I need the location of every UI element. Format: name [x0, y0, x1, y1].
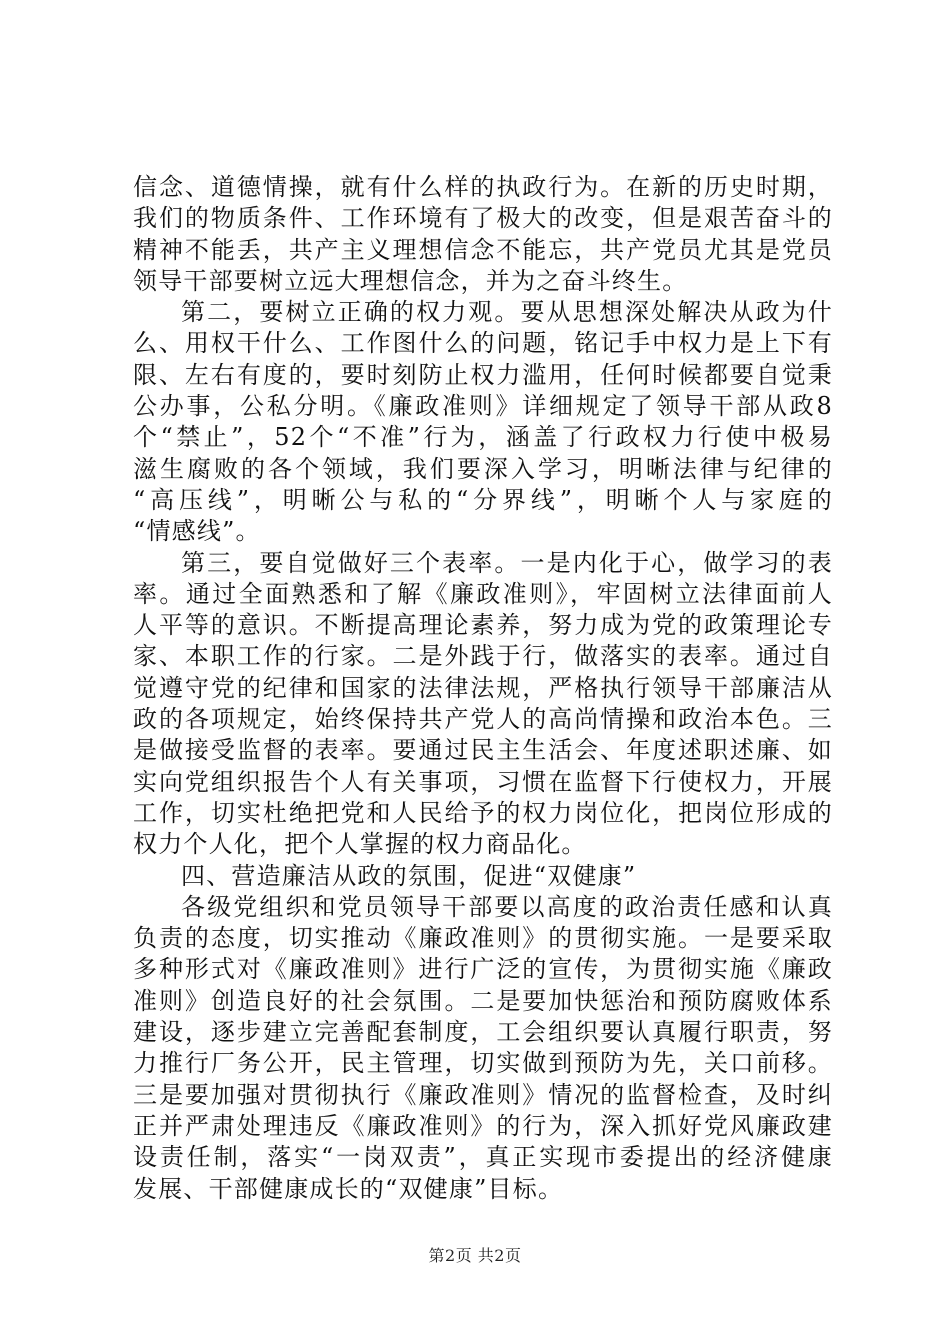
text-line: 力推行厂务公开，民主管理，切实做到预防为先，关口前移。 — [133, 1049, 833, 1078]
text-line: 实向党组织报告个人有关事项，习惯在监督下行使权力，开展 — [133, 767, 833, 796]
section-heading-text: 四、营造廉洁从政的氛围，促进“双健康” — [181, 861, 637, 890]
paragraph-three-exemplars — [133, 548, 833, 861]
text-line: 觉遵守党的纪律和国家的法律法规，严格执行领导干部廉洁从 — [133, 673, 833, 702]
text-line: 发展、干部健康成长的“双健康”目标。 — [133, 1174, 564, 1203]
text-line: 各级党组织和党员领导干部要以高度的政治责任感和认真 — [181, 892, 833, 921]
document-body — [133, 172, 833, 1205]
text-line: 精神不能丢，共产主义理想信念不能忘，共产党员尤其是党员 — [133, 235, 833, 264]
text-line: 政的各项规定，始终保持共产党人的高尚情操和政治本色。三 — [133, 705, 833, 734]
page-footer — [0, 1243, 950, 1266]
text-line: 负责的态度，切实推动《廉政准则》的贯彻实施。一是要采取 — [133, 924, 833, 953]
text-line: 多种形式对《廉政准则》进行广泛的宣传，为贯彻实施《廉政 — [133, 955, 833, 984]
text-line: 建设，逐步建立完善配套制度，工会组织要认真履行职责，努 — [133, 1018, 833, 1047]
text-line: 权力个人化，把个人掌握的权力商品化。 — [133, 830, 587, 859]
text-line: 是做接受监督的表率。要通过民主生活会、年度述职述廉、如 — [133, 736, 833, 765]
text-line: 我们的物质条件、工作环境有了极大的改变，但是艰苦奋斗的 — [133, 204, 833, 233]
text-line: 信念、道德情操，就有什么样的执政行为。在新的历史时期， — [133, 173, 833, 201]
text-line: 工作，切实杜绝把党和人民给予的权力岗位化，把岗位形成的 — [133, 798, 833, 827]
text-line: “高压线”，明晰公与私的“分界线”，明晰个人与家庭的 — [133, 485, 833, 514]
section-heading — [133, 861, 833, 892]
page-number-label: 第2页 共2页 — [428, 1246, 522, 1265]
text-line: 第三，要自觉做好三个表率。一是内化于心，做学习的表 — [181, 548, 833, 577]
text-line: 家、本职工作的行家。二是外践于行，做落实的表率。通过自 — [133, 642, 833, 671]
text-line: 准则》创造良好的社会氛围。二是要加快惩治和预防腐败体系 — [133, 986, 833, 1015]
text-line: 领导干部要树立远大理想信念，并为之奋斗终生。 — [133, 266, 688, 295]
text-line: 正并严肃处理违反《廉政准则》的行为，深入抓好党风廉政建 — [133, 1111, 833, 1140]
text-line: “情感线”。 — [133, 517, 261, 546]
text-line: 公办事，公私分明。《廉政准则》详细规定了领导干部从政8 — [133, 392, 833, 421]
text-line: 滋生腐败的各个领域，我们要深入学习，明晰法律与纪律的 — [133, 454, 833, 483]
text-line: 么、用权干什么、工作图什么的问题，铭记手中权力是上下有 — [133, 329, 833, 358]
text-line: 个“禁止”，52个“不准”行为，涵盖了行政权力行使中极易 — [133, 423, 833, 452]
text-line: 第二，要树立正确的权力观。要从思想深处解决从政为什 — [181, 298, 833, 327]
paragraph-atmosphere — [133, 892, 833, 1205]
text-line: 率。通过全面熟悉和了解《廉政准则》，牢固树立法律面前人 — [133, 579, 833, 608]
text-line: 三是要加强对贯彻执行《廉政准则》情况的监督检查，及时纠 — [133, 1080, 833, 1109]
text-line: 人平等的意识。不断提高理论素养，努力成为党的政策理论专 — [133, 611, 833, 640]
paragraph-continuation — [133, 172, 833, 297]
text-line: 限、左右有度的，要时刻防止权力滥用，任何时候都要自觉秉 — [133, 360, 833, 389]
paragraph-power-view — [133, 297, 833, 547]
text-line: 设责任制，落实“一岗双责”，真正实现市委提出的经济健康 — [133, 1143, 833, 1172]
